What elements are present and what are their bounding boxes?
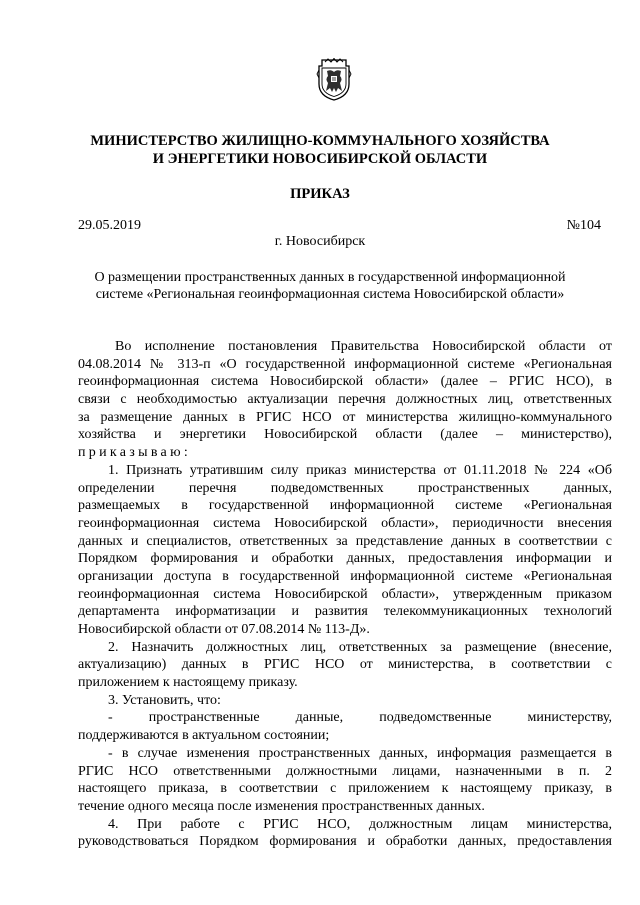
document-type: ПРИКАЗ bbox=[290, 186, 350, 202]
body-line: течение одного месяца после изменения пространственных данных. bbox=[78, 798, 485, 814]
body-line: размещаемых в государственной информационной системе «Региональная bbox=[78, 498, 612, 514]
ministry-title bbox=[60, 132, 580, 168]
body-line: 04.08.2014 № 313-п «О государственной информационной системе «Региональная bbox=[78, 356, 612, 372]
body-line: Порядком формирования и обработки данных, предоставления информации и bbox=[78, 551, 612, 567]
order-date: 29.05.2019 bbox=[78, 218, 141, 233]
order-body bbox=[78, 338, 612, 851]
body-line-order-word: приказываю: bbox=[78, 445, 192, 461]
ministry-title-line-2: И ЭНЕРГЕТИКИ НОВОСИБИРСКОЙ ОБЛАСТИ bbox=[152, 151, 488, 167]
body-line-bullet: - в случае изменения пространственных данных, информация размещается в bbox=[108, 745, 612, 761]
body-line: Во исполнение постановления Правительства Новосибирской области от bbox=[115, 339, 612, 354]
body-line: актуализацию) данных в РГИС НСО от министерства, в соответствии с bbox=[78, 657, 612, 673]
body-line-bullet: - пространственные данные, подведомственные министерству, bbox=[108, 710, 612, 726]
body-line: Новосибирской области от 07.08.2014 № 113-Д». bbox=[78, 622, 370, 637]
body-line: данных и специалистов, ответственных за представление данных в соответствии с bbox=[78, 533, 612, 549]
body-line: определении перечня подведомственных пространственных данных, bbox=[78, 480, 612, 496]
body-line-item-3: 3. Установить, что: bbox=[108, 692, 221, 708]
body-line: руководствоваться Порядком формирования и обработки данных, предоставления bbox=[78, 834, 612, 850]
coat-of-arms-icon bbox=[316, 58, 352, 102]
body-line-item-1: 1. Признать утратившим силу приказ министерства от 01.11.2018 № 224 «Об bbox=[108, 462, 612, 478]
subject-line-1: О размещении пространственных данных в государственной информационной bbox=[94, 270, 566, 285]
body-line-item-4: 4. При работе с РГИС НСО, должностным лицам министерства, bbox=[108, 816, 612, 832]
body-line: организации доступа в государственной информационной системе «Региональная bbox=[78, 568, 612, 584]
body-line: приложением к настоящему приказу. bbox=[78, 675, 298, 691]
order-city: г. Новосибирск bbox=[274, 234, 366, 249]
body-line: за размещение данных в РГИС НСО от министерства жилищно-коммунального bbox=[78, 409, 612, 425]
order-subject bbox=[70, 269, 590, 303]
body-line-item-2: 2. Назначить должностных лиц, ответственных за размещение (внесение, bbox=[108, 639, 612, 655]
ministry-title-line-1: МИНИСТЕРСТВО ЖИЛИЩНО-КОММУНАЛЬНОГО ХОЗЯЙСТВА bbox=[90, 133, 550, 149]
body-line: РГИС НСО ответственными должностными лицами, назначенными в п. 2 bbox=[78, 763, 612, 779]
body-line: департамента информатизации и развития телекоммуникационных технологий bbox=[78, 604, 612, 620]
body-line: поддерживаются в актуальном состоянии; bbox=[78, 728, 330, 744]
subject-line-2: системе «Региональная геоинформационная система Новосибирской области» bbox=[95, 287, 565, 302]
body-line: связи с необходимостью актуализации перечня должностных лиц, ответственных bbox=[78, 392, 612, 408]
order-number: №104 bbox=[566, 218, 601, 233]
body-line: геоинформационная система Новосибирской области» (далее – РГИС НСО), в bbox=[78, 374, 612, 390]
body-line: настоящего приказа, в соответствии с приложением к настоящему приказу, в bbox=[78, 781, 612, 797]
body-line: геоинформационная система Новосибирской области», периодичности внесения bbox=[78, 515, 612, 531]
body-line: хозяйства и энергетики Новосибирской области (далее – министерство), bbox=[78, 427, 612, 443]
body-line: геоинформационная система Новосибирской области», утвержденным приказом bbox=[78, 586, 612, 602]
